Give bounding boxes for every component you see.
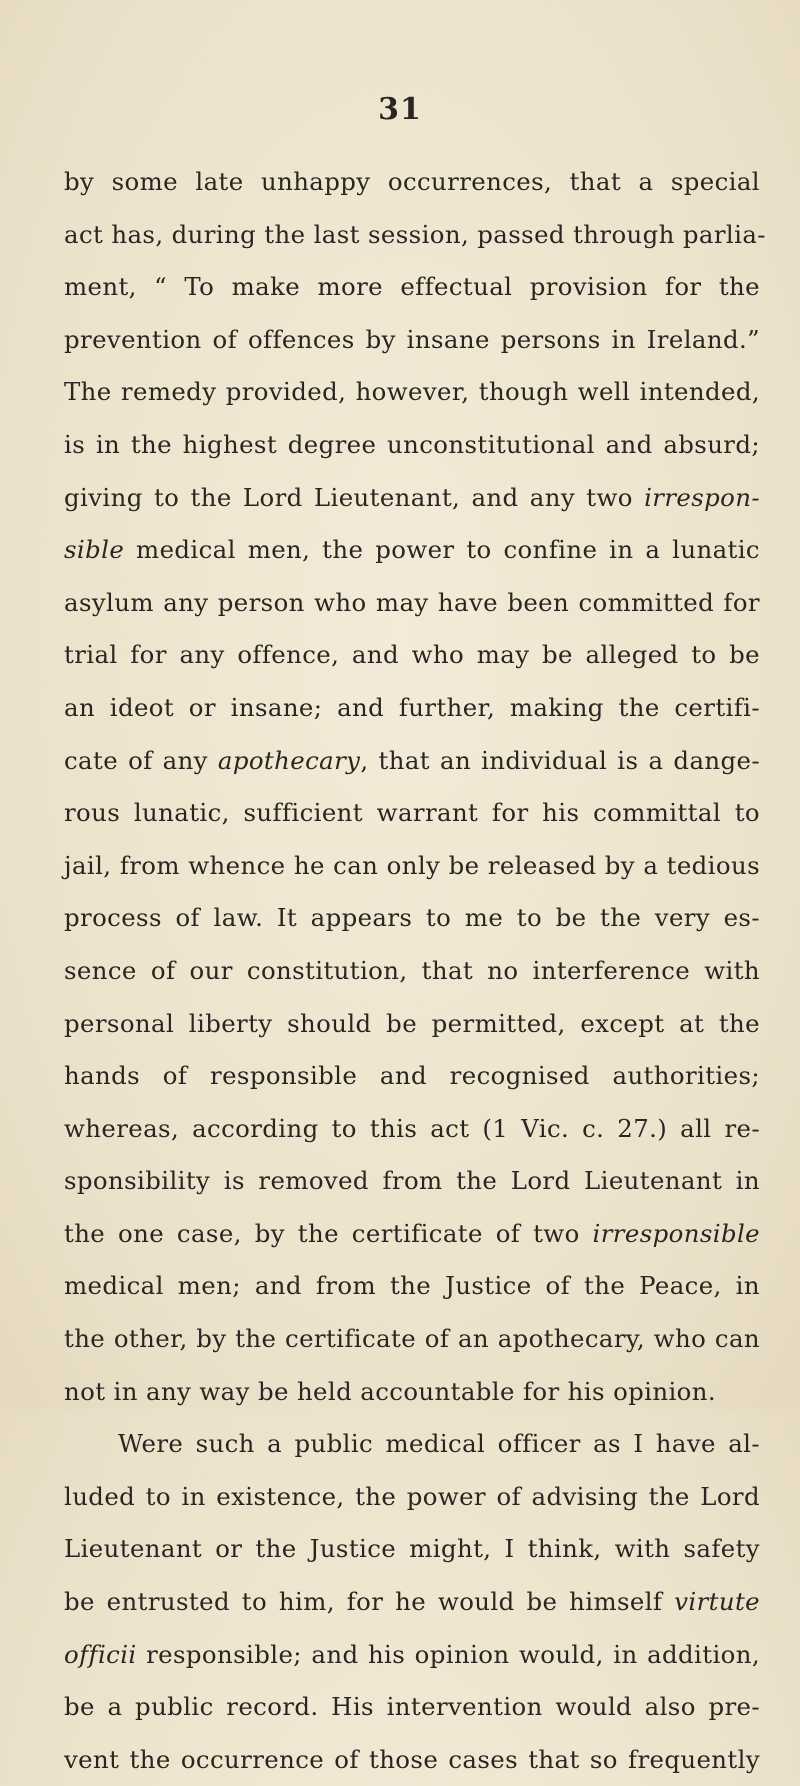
- body-text: [64, 156, 766, 1786]
- text-line: ment, “ To make more effectual provision for the: [64, 272, 760, 302]
- text-line: luded to in existence, the power of advising the Lord: [64, 1481, 760, 1511]
- italic-word: irresponsible: [592, 1218, 760, 1248]
- italic-word: officii: [64, 1639, 137, 1669]
- text-line: process of law. It appears to me to be the very es-: [64, 903, 760, 933]
- text-line: prevention of offences by insane persons in Ireland.”: [64, 324, 760, 354]
- text-line: sponsibility is removed from the Lord Lieutenant in: [64, 1166, 760, 1196]
- text-line: be entrusted to him, for he would be himself virtute: [64, 1587, 760, 1617]
- text-line: vent the occurrence of those cases that so frequently: [64, 1744, 760, 1774]
- text-line: is in the highest degree unconstitutional and absurd;: [64, 429, 760, 459]
- text-line: an ideot or insane; and further, making the certifi-: [64, 692, 760, 722]
- text-line: sence of our constitution, that no interference with: [64, 955, 760, 985]
- text-line: jail, from whence he can only be released by a tedious: [64, 850, 760, 880]
- italic-word: sible: [64, 535, 125, 565]
- text-line: rous lunatic, sufficient warrant for his committal to: [64, 798, 760, 828]
- text-line: act has, during the last session, passed through parlia-: [64, 219, 766, 249]
- text-line: personal liberty should be permitted, except at the: [64, 1008, 760, 1038]
- text-line: whereas, according to this act (1 Vic. c. 27.) all re-: [64, 1113, 760, 1143]
- text-line: not in any way be held accountable for his opinion.: [64, 1376, 717, 1406]
- text-line: The remedy provided, however, though well intended,: [64, 377, 760, 407]
- text-line: Lieutenant or the Justice might, I think, with safety: [64, 1534, 760, 1564]
- text-line: medical men; and from the Justice of the Peace, in: [64, 1271, 760, 1301]
- page-number: 31: [378, 92, 422, 127]
- text-line: Were such a public medical officer as I have al-: [118, 1429, 760, 1459]
- text-line: officii responsible; and his opinion would, in addition,: [64, 1639, 760, 1669]
- italic-word: irrespon-: [644, 482, 760, 512]
- text-line: giving to the Lord Lieutenant, and any two irrespon-: [64, 482, 760, 512]
- text-line: the other, by the certificate of an apothecary, who can: [64, 1324, 760, 1354]
- text-line: asylum any person who may have been committed for: [64, 587, 760, 617]
- text-line: by some late unhappy occurrences, that a special: [64, 167, 760, 196]
- text-line: sible medical men, the power to confine in a lunatic: [64, 535, 760, 565]
- text-line: hands of responsible and recognised authorities;: [64, 1061, 760, 1091]
- italic-word: virtute: [674, 1587, 760, 1617]
- italic-word: apothecary: [217, 745, 361, 775]
- text-line: be a public record. His intervention would also pre-: [64, 1692, 760, 1722]
- text-line: trial for any offence, and who may be alleged to be: [64, 640, 760, 670]
- text-line: cate of any apothecary, that an individual is a dange-: [64, 745, 760, 775]
- text-line: the one case, by the certificate of two irresponsible: [64, 1218, 760, 1248]
